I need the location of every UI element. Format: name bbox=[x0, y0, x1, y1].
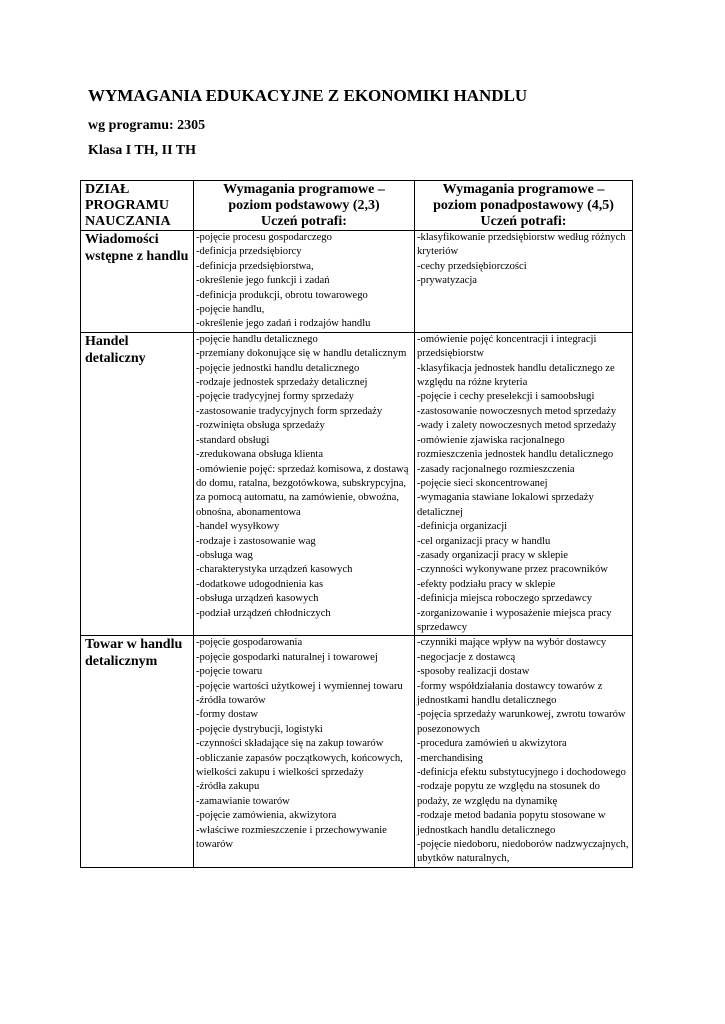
requirement-item: -pojęcie gospodarki naturalnej i towarowej bbox=[196, 651, 378, 663]
requirement-item: -rodzaje jednostek sprzedaży detalicznej bbox=[196, 377, 368, 389]
requirement-item: -czynniki mające wpływ na wybór dostawcy bbox=[417, 637, 607, 649]
header-dzial bbox=[81, 181, 194, 231]
requirement-item: -pojęcie towaru bbox=[196, 666, 263, 678]
requirements-table bbox=[80, 180, 633, 868]
requirement-item: -wady i zalety nowoczesnych metod sprzedaży bbox=[417, 420, 617, 432]
requirement-item: -pojęcie i cechy preselekcji i samoobsługi bbox=[417, 391, 595, 403]
requirement-item: -rozwinięta obsługa sprzedaży bbox=[196, 420, 325, 432]
requirement-item: -czynności składające się na zakup towarów bbox=[196, 738, 384, 750]
requirement-item: -omówienie pojęć: sprzedaż komisowa, z dostawą do domu, ratalna, bezgotówkowa, subskrypcyjna, za pomocą automatu, na zamówienie, obwoźna, obnośna, abonamentowa bbox=[196, 463, 409, 518]
ponadpodstawowy-cell bbox=[415, 231, 633, 333]
requirement-item: -określenie jego funkcji i zadań bbox=[196, 275, 330, 287]
requirement-item: -standard obsługi bbox=[196, 434, 270, 446]
requirement-item: -źródła towarów bbox=[196, 695, 266, 706]
dzial-cell: Handel detaliczny bbox=[81, 332, 194, 636]
requirement-item: -dodatkowe udogodnienia kas bbox=[196, 578, 324, 590]
requirement-item: -właściwe rozmieszczenie i przechowywanie towarów bbox=[196, 824, 387, 851]
requirement-item: -pojęcie wartości użytkowej i wymiennej towaru bbox=[196, 680, 403, 692]
dzial-cell: Towar w handlu detalicznym bbox=[81, 636, 194, 868]
requirement-item: -sposoby realizacji dostaw bbox=[417, 666, 530, 678]
requirement-item: -prywatyzacja bbox=[417, 275, 477, 287]
requirement-item: -rodzaje metod badania popytu stosowane w jednostkach handlu detalicznego bbox=[417, 810, 606, 836]
header-ponadpodstawowy bbox=[415, 181, 633, 231]
requirement-item: -cechy przedsiębiorczości bbox=[417, 260, 527, 272]
header-text: Wymagania programowe – bbox=[442, 182, 605, 197]
requirement-item: -omówienie zjawiska racjonalnego rozmieszczenia jednostek handlu detalicznego bbox=[417, 434, 614, 461]
requirement-item: -cel organizacji pracy w handlu bbox=[417, 535, 551, 547]
requirement-item: -klasyfikacja jednostek handlu detalicznego ze względu na różne kryteria bbox=[417, 362, 615, 389]
requirement-item: -klasyfikowanie przedsiębiorstw według różnych kryteriów bbox=[417, 232, 626, 258]
requirement-item: -obsługa wag bbox=[196, 549, 253, 561]
header-text: Uczeń potrafi: bbox=[480, 214, 567, 229]
requirement-item: -formy dostaw bbox=[196, 709, 259, 721]
requirement-item: -rodzaje popytu ze względu na stosunek do podaży, ze względu na dynamikę bbox=[417, 781, 600, 807]
requirement-item: -obsługa urządzeń kasowych bbox=[196, 593, 319, 605]
requirement-item: -pojęcie tradycyjnej formy sprzedaży bbox=[196, 391, 354, 403]
header-text: Wymagania programowe – bbox=[223, 182, 385, 197]
header-text: NAUCZANIA bbox=[85, 214, 171, 229]
ponadpodstawowy-cell bbox=[415, 636, 633, 868]
requirement-item: -handel wysyłkowy bbox=[196, 521, 280, 533]
table-row bbox=[81, 231, 633, 333]
requirement-item: -zastosowanie nowoczesnych metod sprzedaży bbox=[417, 405, 617, 417]
requirement-item: -pojęcie dystrybucji, logistyki bbox=[196, 723, 323, 735]
requirement-item: -zamawianie towarów bbox=[196, 795, 290, 807]
requirement-item: -zastosowanie tradycyjnych form sprzedaży bbox=[196, 405, 383, 417]
requirement-item: -pojęcie sieci skoncentrowanej bbox=[417, 477, 548, 489]
podstawowy-cell bbox=[194, 636, 415, 868]
requirement-item: -definicja przedsiębiorstwa, bbox=[196, 260, 314, 272]
table-body bbox=[81, 231, 633, 868]
requirement-item: -formy współdziałania dostawcy towarów z jednostkami handlu detalicznego bbox=[417, 680, 603, 706]
requirement-item: -procedura zamówień u akwizytora bbox=[417, 738, 567, 750]
podstawowy-cell bbox=[194, 332, 415, 636]
requirement-item: -pojęcie zamówienia, akwizytora bbox=[196, 810, 337, 822]
header-text: Uczeń potrafi: bbox=[261, 214, 347, 229]
requirement-item: -pojęcie gospodarowania bbox=[196, 637, 303, 649]
requirement-item: -pojęcia sprzedaży warunkowej, zwrotu towarów posezonowych bbox=[417, 709, 626, 735]
requirement-item: -definicja efektu substytucyjnego i dochodowego bbox=[417, 767, 626, 779]
requirement-item: -pojęcie niedoboru, niedoborów nadzwyczajnych, ubytków naturalnych, bbox=[417, 839, 629, 865]
table-header-row bbox=[81, 181, 633, 231]
requirement-item: -pojęcie jednostki handlu detalicznego bbox=[196, 362, 360, 374]
requirement-item: -merchandising bbox=[417, 752, 483, 764]
table-row bbox=[81, 332, 633, 636]
requirement-item: -podział urządzeń chłodniczych bbox=[196, 607, 331, 619]
document-title: WYMAGANIA EDUKACYJNE Z EKONOMIKI HANDLU bbox=[88, 86, 528, 105]
requirement-item: -źródła zakupu bbox=[196, 781, 260, 793]
dzial-cell: Wiadomości wstępne z handlu bbox=[81, 231, 194, 333]
program-number: wg programu: 2305 bbox=[88, 118, 206, 133]
requirement-item: -definicja organizacji bbox=[417, 521, 508, 533]
class-label: Klasa I TH, II TH bbox=[88, 143, 197, 158]
requirement-item: -pojęcie procesu gospodarczego bbox=[196, 232, 332, 243]
requirement-item: -omówienie pojęć koncentracji i integracji przedsiębiorstw bbox=[417, 333, 597, 360]
requirement-item: -pojęcie handlu, bbox=[196, 304, 265, 316]
table-row bbox=[81, 636, 633, 868]
requirement-item: -rodzaje i zastosowanie wag bbox=[196, 535, 316, 547]
header-text: DZIAŁ bbox=[85, 182, 130, 197]
requirement-item: -charakterystyka urządzeń kasowych bbox=[196, 564, 353, 576]
requirement-item: -określenie jego zadań i rodzajów handlu bbox=[196, 318, 371, 330]
requirement-item: -efekty podziału pracy w sklepie bbox=[417, 578, 556, 590]
requirement-item: -zorganizowanie i wyposażenie miejsca pracy sprzedawcy bbox=[417, 607, 612, 633]
header-podstawowy bbox=[194, 181, 415, 231]
requirement-item: -definicja przedsiębiorcy bbox=[196, 246, 302, 258]
header-text: PROGRAMU bbox=[85, 198, 169, 213]
requirement-item: -pojęcie handlu detalicznego bbox=[196, 333, 318, 345]
requirement-item: -definicja produkcji, obrotu towarowego bbox=[196, 289, 368, 301]
requirement-item: -przemiany dokonujące się w handlu detalicznym bbox=[196, 348, 407, 360]
requirement-item: -obliczanie zapasów początkowych, końcowych, wielkości zakupu i wielkości sprzedaży bbox=[196, 752, 403, 779]
podstawowy-cell bbox=[194, 231, 415, 333]
ponadpodstawowy-cell bbox=[415, 332, 633, 636]
header-text: poziom podstawowy (2,3) bbox=[228, 198, 380, 213]
requirement-item: -definicja miejsca roboczego sprzedawcy bbox=[417, 593, 593, 605]
requirement-item: -wymagania stawiane lokalowi sprzedaży detalicznej bbox=[417, 492, 594, 518]
requirement-item: -negocjacje z dostawcą bbox=[417, 651, 516, 663]
requirement-item: -zredukowana obsługa klienta bbox=[196, 449, 324, 461]
requirement-item: -zasady racjonalnego rozmieszczenia bbox=[417, 463, 575, 475]
requirement-item: -zasady organizacji pracy w sklepie bbox=[417, 549, 568, 561]
header-text: poziom ponadpostawowy (4,5) bbox=[433, 198, 614, 213]
requirement-item: -czynności wykonywane przez pracowników bbox=[417, 564, 608, 576]
